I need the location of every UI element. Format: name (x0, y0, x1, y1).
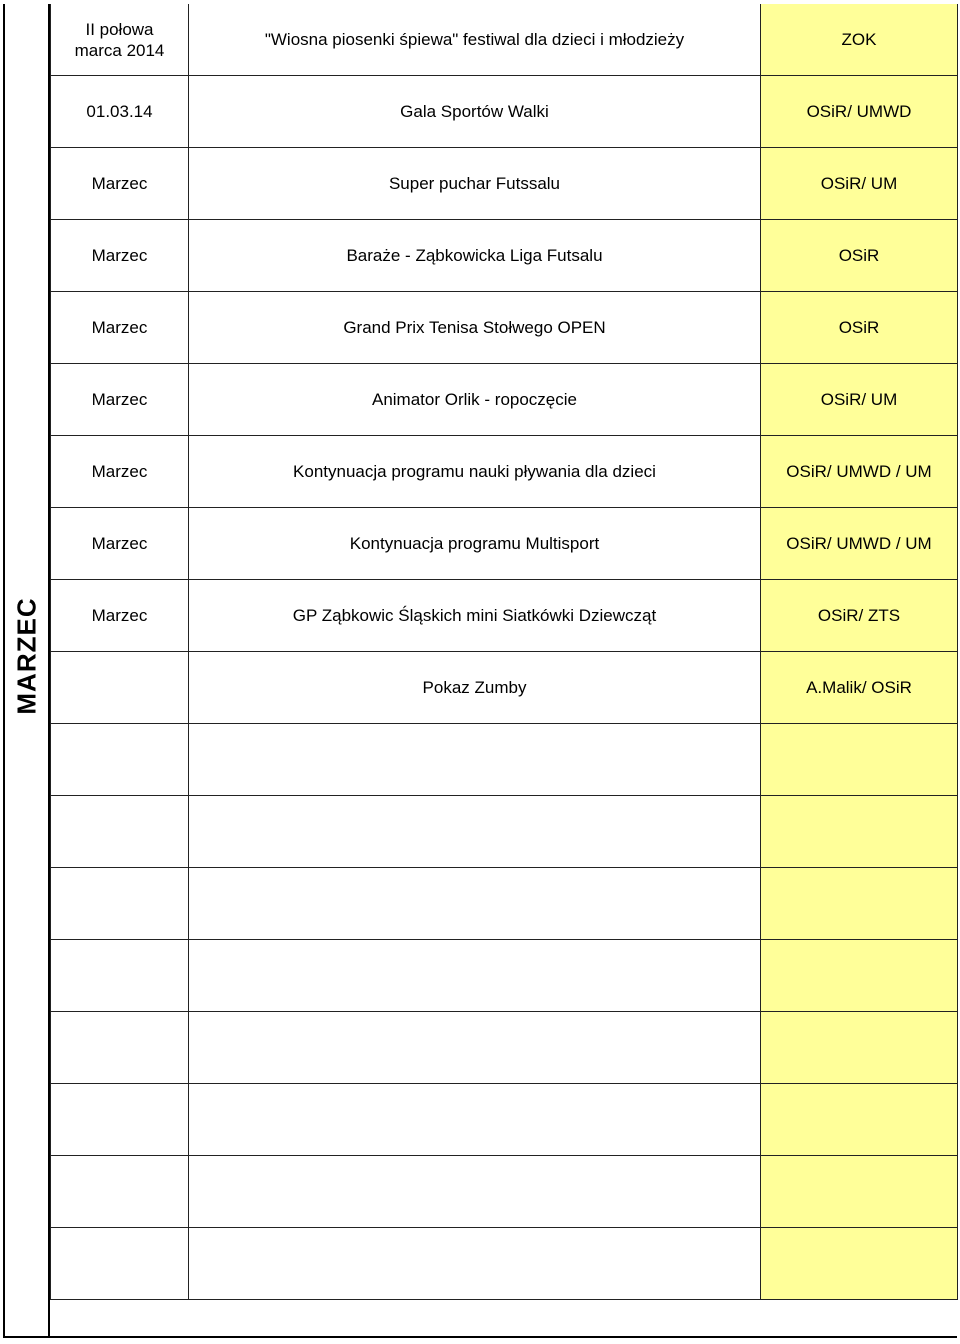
table-row (51, 4, 958, 76)
table-row (51, 508, 958, 580)
date-cell (51, 1156, 189, 1228)
date-cell (51, 940, 189, 1012)
organizer-cell (761, 796, 958, 868)
organizer-cell: ZOK (761, 4, 958, 76)
organizer-cell (761, 1228, 958, 1300)
organizer-cell (761, 1156, 958, 1228)
organizer-cell: OSiR/ UM (761, 364, 958, 436)
table-row (51, 292, 958, 364)
organizer-cell (761, 1084, 958, 1156)
month-column (3, 4, 50, 1338)
event-cell: Grand Prix Tenisa Stołwego OPEN (189, 292, 761, 364)
event-cell: Kontynuacja programu Multisport (189, 508, 761, 580)
event-cell (189, 1012, 761, 1084)
event-cell: Super puchar Futssalu (189, 148, 761, 220)
table-row (51, 1228, 958, 1300)
month-label: MARZEC (11, 597, 41, 715)
organizer-cell: OSiR/ ZTS (761, 580, 958, 652)
organizer-cell (761, 868, 958, 940)
table-row (51, 436, 958, 508)
events-table (50, 4, 958, 1300)
organizer-cell (761, 724, 958, 796)
table-row (51, 940, 958, 1012)
event-cell (189, 1084, 761, 1156)
date-cell: Marzec (51, 292, 189, 364)
organizer-cell: A.Malik/ OSiR (761, 652, 958, 724)
table-row (51, 148, 958, 220)
table-row (51, 796, 958, 868)
date-cell: Marzec (51, 220, 189, 292)
schedule-sheet (3, 4, 957, 1338)
date-cell (51, 652, 189, 724)
date-cell: 01.03.14 (51, 76, 189, 148)
event-cell (189, 940, 761, 1012)
event-cell (189, 796, 761, 868)
date-cell: Marzec (51, 580, 189, 652)
organizer-cell: OSiR (761, 220, 958, 292)
date-cell (51, 724, 189, 796)
date-cell: Marzec (51, 364, 189, 436)
organizer-cell: OSiR (761, 292, 958, 364)
date-cell (51, 1084, 189, 1156)
organizer-cell: OSiR/ UM (761, 148, 958, 220)
event-cell: Kontynuacja programu nauki pływania dla dzieci (189, 436, 761, 508)
event-cell: GP Ząbkowic Śląskich mini Siatkówki Dziewcząt (189, 580, 761, 652)
table-row (51, 1084, 958, 1156)
organizer-cell (761, 940, 958, 1012)
date-cell (51, 796, 189, 868)
table-row (51, 580, 958, 652)
date-cell: Marzec (51, 148, 189, 220)
organizer-cell (761, 1012, 958, 1084)
event-cell: Gala Sportów Walki (189, 76, 761, 148)
event-cell: Pokaz Zumby (189, 652, 761, 724)
date-cell (51, 868, 189, 940)
table-row (51, 868, 958, 940)
table-row (51, 1156, 958, 1228)
organizer-cell: OSiR/ UMWD / UM (761, 436, 958, 508)
event-cell (189, 724, 761, 796)
date-cell (51, 1228, 189, 1300)
date-cell: II połowa marca 2014 (51, 4, 189, 76)
event-cell: Baraże - Ząbkowicka Liga Futsalu (189, 220, 761, 292)
table-row (51, 220, 958, 292)
table-row (51, 76, 958, 148)
event-cell (189, 868, 761, 940)
table-row (51, 1012, 958, 1084)
events-table-body (51, 4, 958, 1300)
date-cell (51, 1012, 189, 1084)
event-cell (189, 1228, 761, 1300)
organizer-cell: OSiR/ UMWD / UM (761, 508, 958, 580)
event-cell: "Wiosna piosenki śpiewa" festiwal dla dzieci i młodzieży (189, 4, 761, 76)
date-cell: Marzec (51, 436, 189, 508)
table-row (51, 652, 958, 724)
date-cell: Marzec (51, 508, 189, 580)
event-cell (189, 1156, 761, 1228)
table-row (51, 724, 958, 796)
organizer-cell: OSiR/ UMWD (761, 76, 958, 148)
table-row (51, 364, 958, 436)
event-cell: Animator Orlik - ropoczęcie (189, 364, 761, 436)
table-bottom-border (3, 1336, 957, 1338)
